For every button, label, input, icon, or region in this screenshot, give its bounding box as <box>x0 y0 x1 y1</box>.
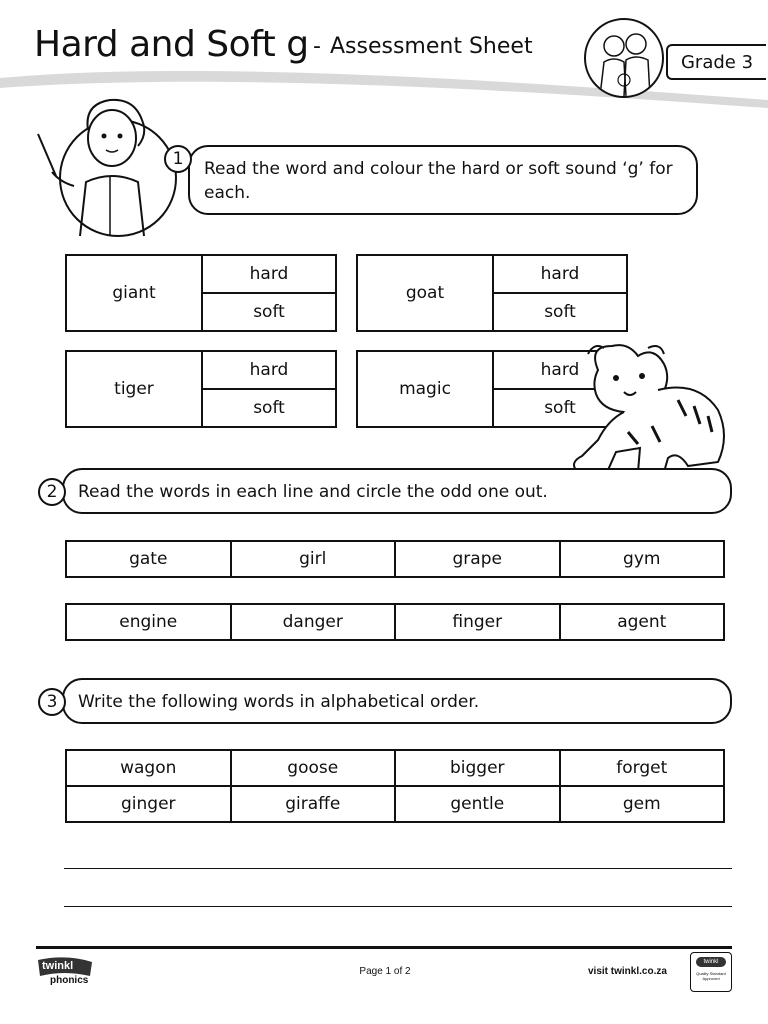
q2-word-cell[interactable]: finger <box>395 604 560 640</box>
twinkl-phonics-logo <box>36 956 98 988</box>
page-title: Hard and Soft g <box>34 24 309 65</box>
q2-instruction: Read the words in each line and circle the odd one out. <box>78 482 548 502</box>
q1-item-tiger <box>65 350 337 428</box>
q1-soft-option[interactable]: soft <box>202 389 336 427</box>
q2-word-cell[interactable]: gym <box>560 541 725 577</box>
q1-hard-option[interactable]: hard <box>202 255 336 293</box>
q1-hard-option[interactable]: hard <box>202 351 336 389</box>
q1-item-goat <box>356 254 628 332</box>
children-illustration <box>584 18 664 98</box>
badge-logo: twinkl <box>696 957 726 967</box>
q1-soft-option[interactable]: soft <box>493 293 627 331</box>
q3-word-cell: bigger <box>395 750 560 786</box>
q3-word-cell: wagon <box>66 750 231 786</box>
logo-text-twinkl: twinkl <box>42 960 74 972</box>
q1-item-giant <box>65 254 337 332</box>
q3-word-table <box>65 749 725 823</box>
q2-row-2 <box>65 603 725 641</box>
q2-word-cell[interactable]: agent <box>560 604 725 640</box>
q2-instruction-bubble <box>62 468 732 514</box>
title-dash: - <box>313 34 321 59</box>
page-number: Page 1 of 2 <box>359 966 411 977</box>
q3-instruction-bubble <box>62 678 732 724</box>
q3-number: 3 <box>38 688 66 716</box>
q1-hard-option[interactable]: hard <box>493 255 627 293</box>
footer-divider <box>36 946 732 949</box>
q3-instruction: Write the following words in alphabetical order. <box>78 692 480 712</box>
q2-word-cell[interactable]: engine <box>66 604 231 640</box>
badge-text: Quality Standard Approved <box>696 971 726 981</box>
q3-word-cell: gentle <box>395 786 560 822</box>
q3-word-cell: goose <box>231 750 396 786</box>
q2-word-cell[interactable]: girl <box>231 541 396 577</box>
answer-line-2[interactable] <box>64 906 732 907</box>
q1-word: giant <box>66 255 202 331</box>
page-subtitle: Assessment Sheet <box>330 34 533 59</box>
q2-row-1 <box>65 540 725 578</box>
answer-line-1[interactable] <box>64 868 732 869</box>
q1-word: goat <box>357 255 493 331</box>
q2-word-cell[interactable]: grape <box>395 541 560 577</box>
q1-word: tiger <box>66 351 202 427</box>
q1-instruction-bubble <box>188 145 698 215</box>
q2-word-cell[interactable]: danger <box>231 604 396 640</box>
q2-word-cell[interactable]: gate <box>66 541 231 577</box>
q3-word-cell: ginger <box>66 786 231 822</box>
q3-word-cell: forget <box>560 750 725 786</box>
q3-word-cell: giraffe <box>231 786 396 822</box>
q1-number: 1 <box>164 145 192 173</box>
q2-number: 2 <box>38 478 66 506</box>
grade-badge: Grade 3 <box>666 44 766 80</box>
q1-instruction: Read the word and colour the hard or soft sound ‘g’ for each. <box>204 159 673 203</box>
q3-word-cell: gem <box>560 786 725 822</box>
quality-badge <box>690 952 732 992</box>
q1-word: magic <box>357 351 493 427</box>
q1-soft-option[interactable]: soft <box>202 293 336 331</box>
logo-text-phonics: phonics <box>50 975 89 986</box>
q1-hard-option[interactable]: hard <box>493 351 627 389</box>
tiger-cub-illustration <box>568 340 732 478</box>
website-link[interactable]: visit twinkl.co.za <box>588 966 667 977</box>
q1-soft-option[interactable]: soft <box>493 389 627 427</box>
boy-illustration <box>30 90 180 240</box>
